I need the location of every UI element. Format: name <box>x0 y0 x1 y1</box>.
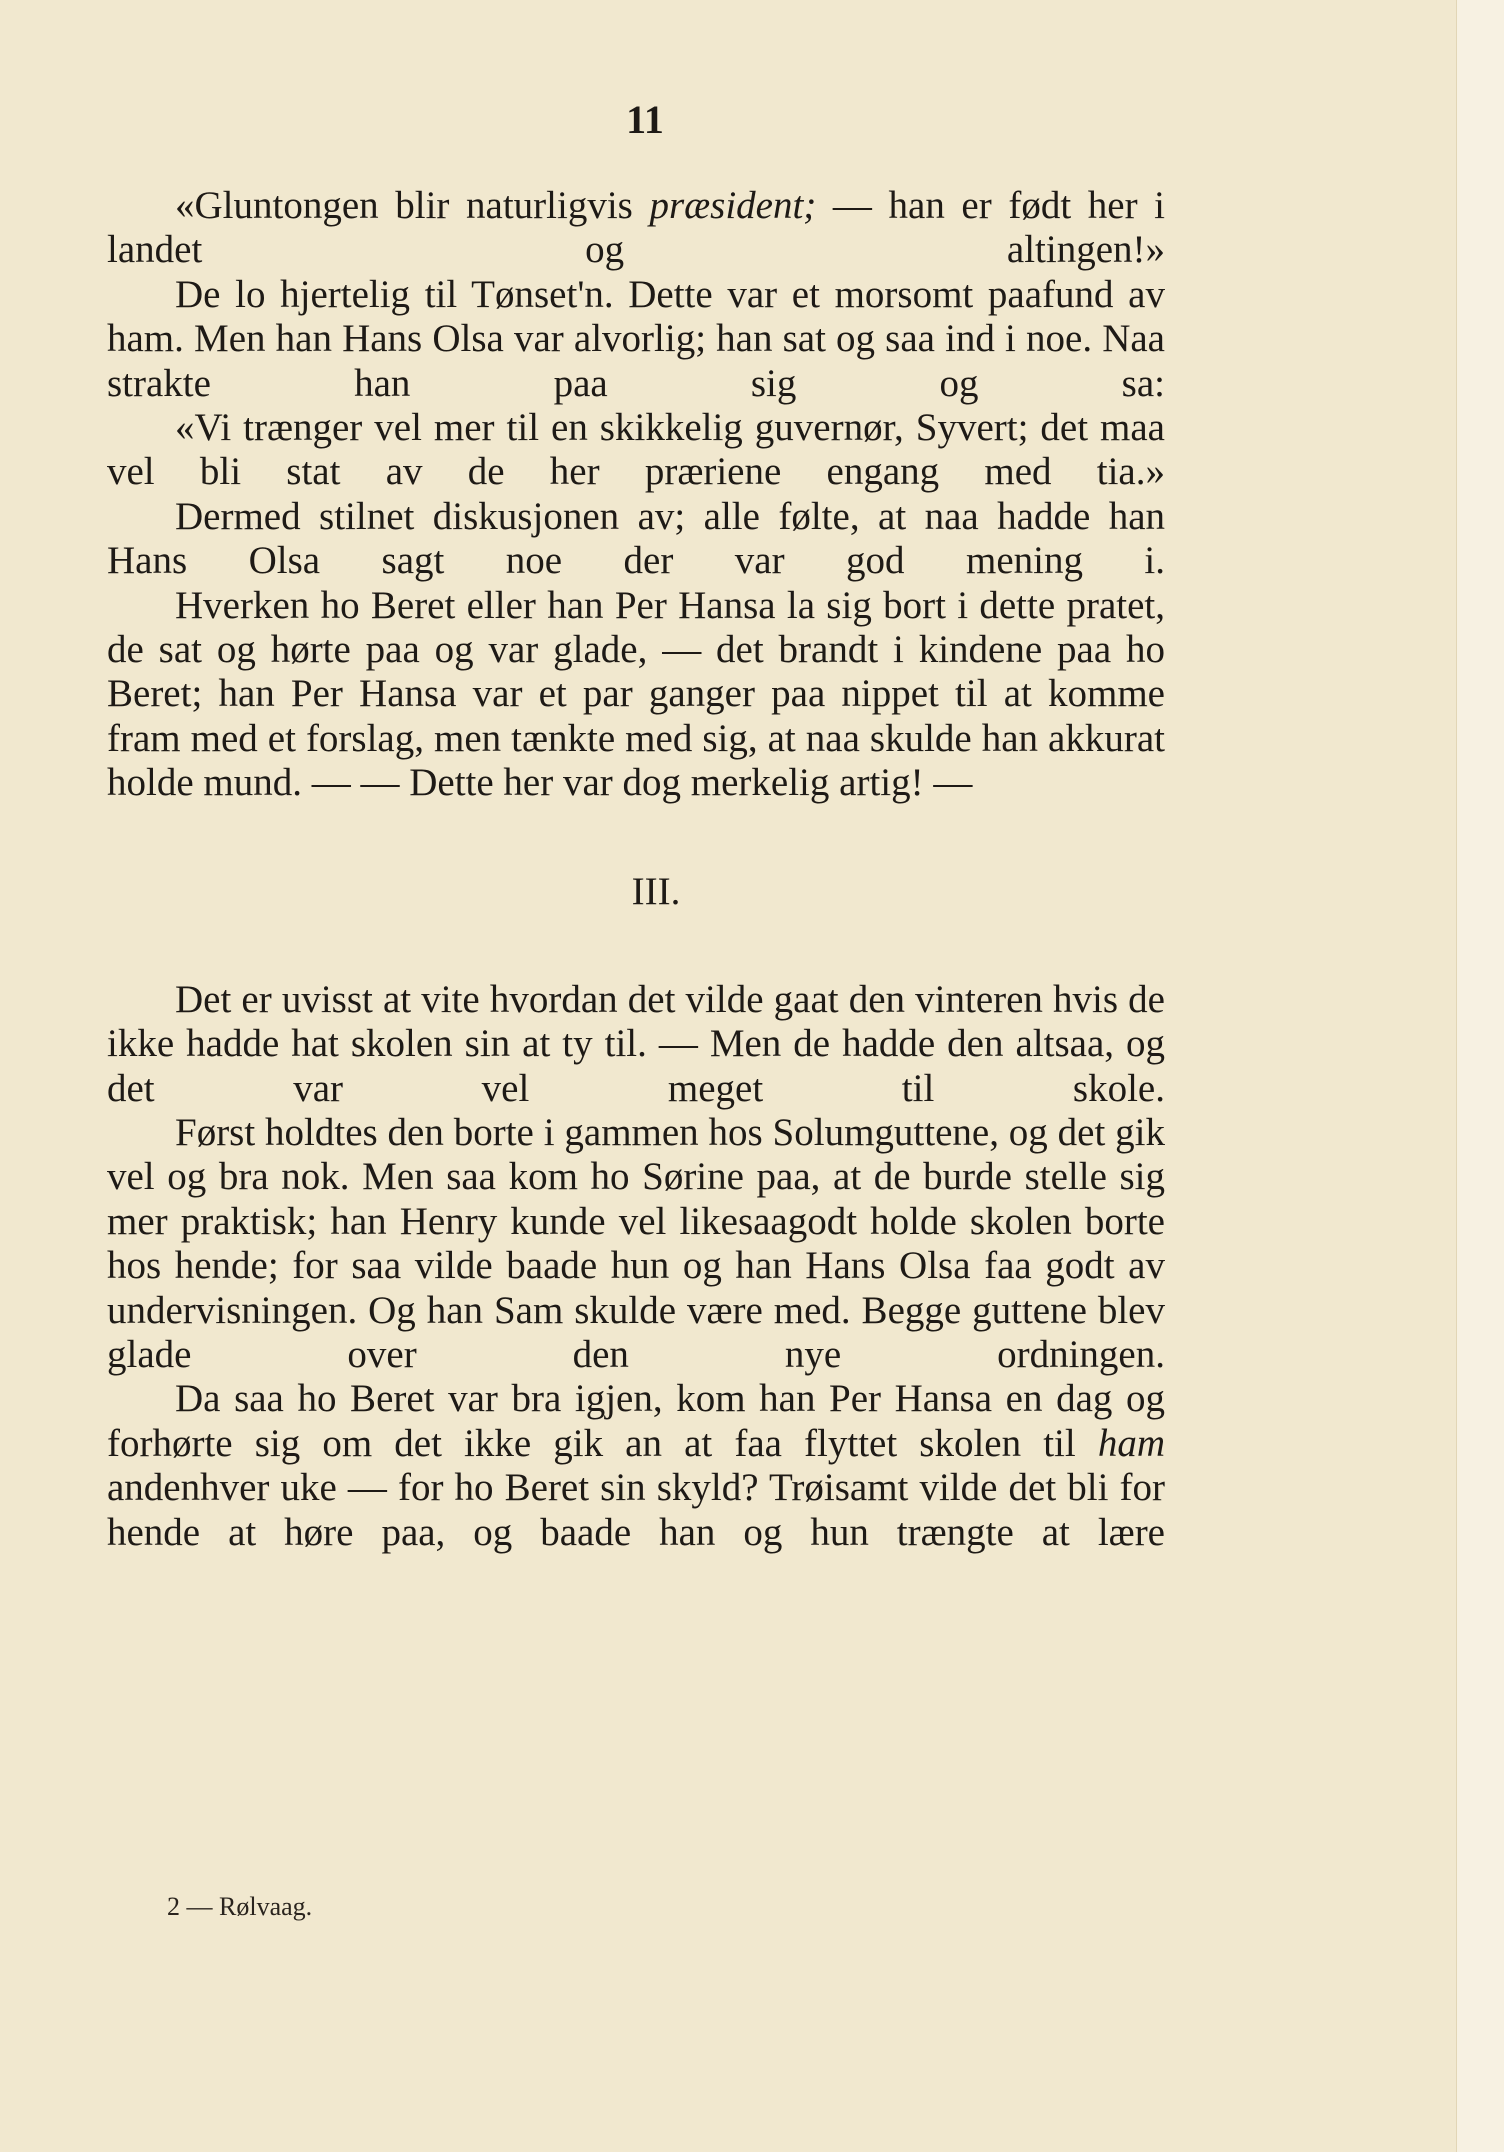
text-span: andenhver uke — for ho Beret sin skyld? Trøisamt vilde det bli for hende at høre paa, og baade han og hun trængte at lære <box>107 1466 1165 1554</box>
body-text <box>107 184 1165 1555</box>
section-heading: III. <box>631 869 681 913</box>
paragraph: Det er uvisst at vite hvordan det vilde gaat den vinteren hvis de ikke hadde hat skolen sin at ty til. — Men de hadde den altsaa, og det var vel meget til skole. <box>107 977 1165 1110</box>
paragraph <box>107 184 1165 273</box>
text-span: «Gluntongen blir naturligvis <box>175 184 650 227</box>
paragraph: Først holdtes den borte i gammen hos Solumguttene, og det gik vel og bra nok. Men saa kom ho Sørine paa, at de burde stelle sig mer praktisk; han Henry kunde vel likesaagodt holde skolen borte hos hende; for saa vilde baade hun og han Hans Olsa faa godt av undervisningen. Og han Sam skulde være med. Begge guttene blev glade over den nye ordningen. <box>107 1110 1165 1376</box>
paragraph <box>107 1377 1165 1555</box>
page-edge <box>1456 0 1504 2152</box>
footer-signature: 2 — Rølvaag. <box>167 1892 313 1921</box>
paragraph: Hverken ho Beret eller han Per Hansa la sig bort i dette pratet, de sat og hørte paa og var glade, — det brandt i kindene paa ho Beret; han Per Hansa var et par ganger paa nippet til at komme fram med et forslag, men tænkte med sig, at naa skulde han akkurat holde mund. — — Dette her var dog merkelig artig! — <box>107 583 1165 805</box>
italic-word: præsident; <box>649 184 817 227</box>
italic-word: ham <box>1097 1421 1165 1465</box>
page-number: 11 <box>626 97 664 142</box>
text-span: Da saa ho Beret var bra igjen, kom han Per Hansa en dag og forhørte sig om det ikke gik an at faa flyttet skolen til <box>107 1377 1165 1465</box>
paragraph: «Vi trænger vel mer til en skikkelig guvernør, Syvert; det maa vel bli stat av de her præriene engang med tia.» <box>107 406 1165 494</box>
text-span: — han er født her i landet og altingen!» <box>107 184 1165 272</box>
paragraph: Dermed stilnet diskusjonen av; alle følte, at naa hadde han Hans Olsa sagt noe der var god mening i. <box>107 494 1165 583</box>
paragraph: De lo hjertelig til Tønset'n. Dette var et morsomt paafund av ham. Men han Hans Olsa var alvorlig; han sat og saa ind i noe. Naa strakte han paa sig og sa: <box>107 272 1165 405</box>
